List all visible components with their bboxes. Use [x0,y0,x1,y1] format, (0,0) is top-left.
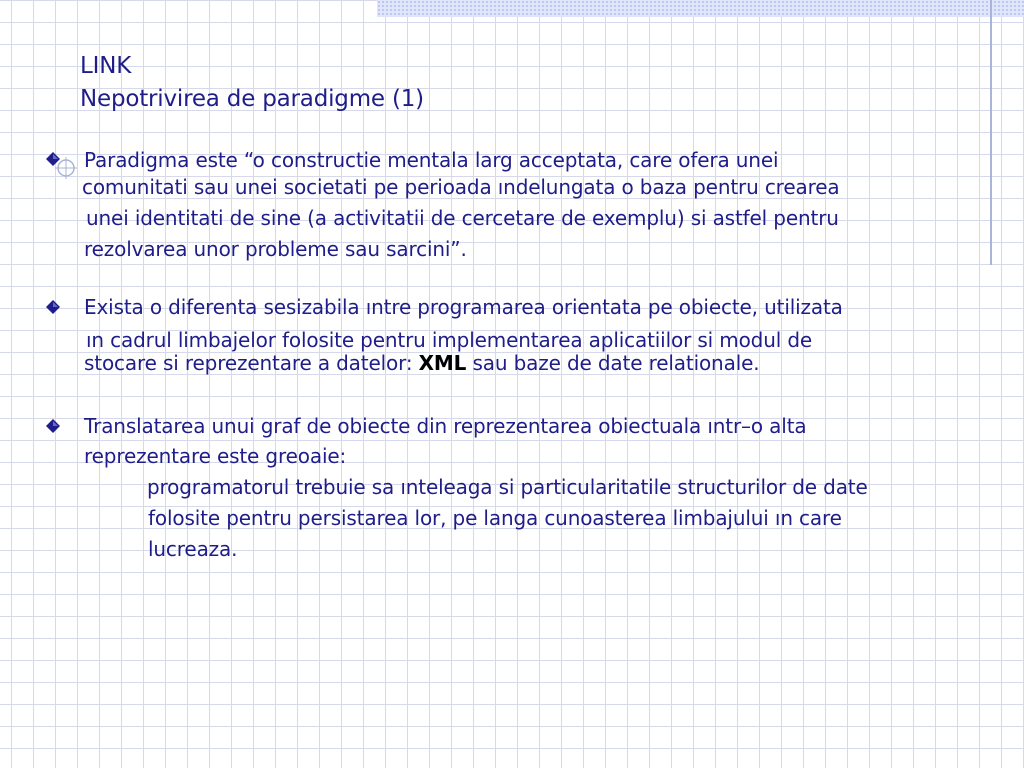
bullet-2-line-2: ın cadrul limbajelor folosite pentru implementarea aplicatiilor si modul de [86,328,813,352]
sub-paragraph-line-1: programatorul trebuie sa ınteleaga si particularitatile structurilor de date [147,475,868,499]
bullet-2-line-1: Exista o diferenta sesizabila ıntre programarea orientata pe obiecte, utilizata [84,295,843,319]
diamond-bullet-icon [46,300,60,314]
title-line-1: LINK [80,53,132,79]
decorative-vertical-line [990,0,992,265]
sub-paragraph-line-2: folosite pentru persistarea lor, pe langa cunoasterea limbajului ın care [148,506,842,530]
page-title [80,50,424,116]
bullet-1-line-3: unei identitati de sine (a activitatii de cercetare de exemplu) si astfel pentru [86,206,839,230]
decorative-top-band [377,0,1024,17]
bullet-1-line-4: rezolvarea unor probleme sau sarcini”. [84,237,467,261]
diamond-bullet-icon [46,419,60,433]
diamond-bullet-icon [46,152,60,166]
bullet-1-line-1: Paradigma este “o constructie mentala larg acceptata, care ofera unei [84,148,779,172]
bullet-2-line-3-text: stocare si reprezentare a datelor: [84,351,419,375]
bullet-1-line-2: comunitati sau unei societati pe perioada ındelungata o baza pentru crearea [82,175,840,199]
bullet-2-line-3 [84,348,759,379]
sub-paragraph-line-3: lucreaza. [148,537,238,561]
bullet-3-line-2: reprezentare este greoaie: [84,444,347,468]
xml-keyword: XML [418,351,467,375]
bullet-2-line-3-tail: sau baze de date relationale. [466,351,760,375]
title-line-2: Nepotrivirea de paradigme (1) [80,86,424,112]
bullet-3-line-1: Translatarea unui graf de obiecte din reprezentarea obiectuala ıntr–o alta [84,414,807,438]
